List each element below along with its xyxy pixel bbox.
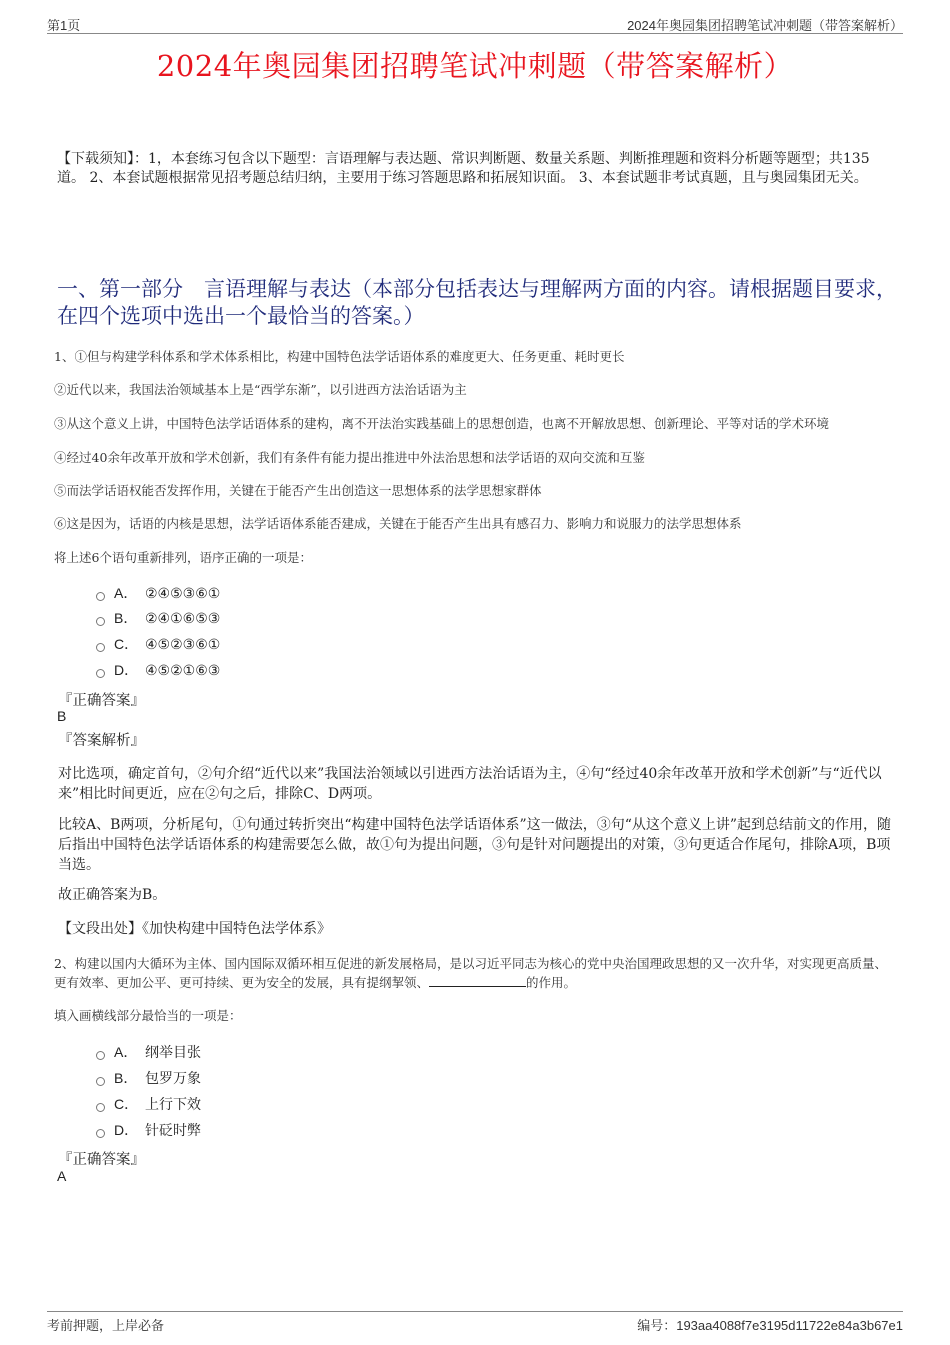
q1-analysis-paragraph-1: 对比选项，确定首句，②句介绍“近代以来”我国法治领域以引进西方法治话语为主，④句“经过40余年改革开放和学术创新”与“近代以来”相比时间更近，应在②句之后，排除C、D两项。 bbox=[58, 766, 882, 802]
q1-answer-label: 『正确答案』 bbox=[58, 693, 145, 709]
footer-doc-id: 编号：193aa4088f7e3195d11722e84a3b67e1 bbox=[637, 1318, 903, 1333]
q2-prompt: 填入画横线部分最恰当的一项是： bbox=[54, 1008, 242, 1023]
q2-option-c[interactable]: C． 上行下效 bbox=[96, 1094, 201, 1114]
q2-option-b[interactable]: B． 包罗万象 bbox=[96, 1068, 201, 1088]
radio-button-icon[interactable] bbox=[96, 1051, 105, 1060]
q2-option-d[interactable]: D． 针砭时弊 bbox=[96, 1120, 201, 1140]
header-doc-title: 2024年奥园集团招聘笔试冲刺题（带答案解析） bbox=[627, 18, 903, 33]
q1-source: 【文段出处】《加快构建中国特色法学体系》 bbox=[58, 921, 331, 937]
q1-sentence-2: ②近代以来，我国法治领域基本上是“西学东渐”，以引进西方法治话语为主 bbox=[54, 382, 467, 397]
q1-sentence-1: 1、①但与构建学科体系和学术体系相比，构建中国特色法学话语体系的难度更大、任务更重、耗时更长 bbox=[54, 349, 625, 364]
q1-analysis-label: 『答案解析』 bbox=[58, 733, 145, 749]
download-notice: 【下载须知】：1，本套练习包含以下题型：言语理解与表达题、常识判断题、数量关系题、判断推理题和资料分析题等题型；共135道。 2、本套试题根据常见招考题总结归纳，主要用于练习答题思路和拓展知识面。 3、本套试题非考试真题，且与奥园集团无关。 bbox=[57, 151, 870, 186]
radio-button-icon[interactable] bbox=[96, 1129, 105, 1138]
page-header bbox=[47, 15, 903, 34]
radio-button-icon[interactable] bbox=[96, 1103, 105, 1112]
answer-blank bbox=[429, 974, 526, 987]
radio-button-icon[interactable] bbox=[96, 617, 105, 626]
q1-sentence-4: ④经过40余年改革开放和学术创新，我们有条件有能力提出推进中外法治思想和法学话语的双向交流和互鉴 bbox=[54, 450, 645, 465]
q1-analysis-paragraph-2: 比较A、B两项，分析尾句，①句通过转折突出“构建中国特色法学话语体系”这一做法，③句“从这个意义上讲”起到总结前文的作用，随后指出中国特色法学话语体系的构建需要怎么做，故①句为提出问题，③句是针对问题提出的对策，③句更适合作尾句，排除A项，B项当选。 bbox=[58, 817, 892, 873]
q2-option-a[interactable]: A． 纲举目张 bbox=[96, 1042, 201, 1062]
radio-button-icon[interactable] bbox=[96, 592, 105, 601]
section-heading: 一、第一部分 言语理解与表达（本部分包括表达与理解两方面的内容。请根据题目要求，在四个选项中选出一个最恰当的答案。） bbox=[57, 277, 897, 328]
q2-answer: A bbox=[57, 1168, 67, 1184]
q2-answer-label: 『正确答案』 bbox=[58, 1152, 145, 1168]
page-footer bbox=[47, 1311, 903, 1333]
q1-option-b[interactable]: B． ②④①⑥⑤③ bbox=[96, 608, 220, 628]
document-title: 2024年奥园集团招聘笔试冲刺题（带答案解析） bbox=[156, 49, 794, 83]
q2-stem: 2、构建以国内大循环为主体、国内国际双循环相互促进的新发展格局，是以习近平同志为核心的党中央治国理政思想的又一次升华，对实现更高质量、更有效率、更加公平、更可持续、更为安全的发展，具有提纲挈领、 的作用。 bbox=[54, 956, 887, 990]
q1-answer: B bbox=[57, 708, 67, 724]
q1-option-d[interactable]: D． ④⑤②①⑥③ bbox=[96, 660, 220, 680]
radio-button-icon[interactable] bbox=[96, 643, 105, 652]
q1-sentence-5: ⑤而法学话语权能否发挥作用，关键在于能否产生出创造这一思想体系的法学思想家群体 bbox=[54, 483, 542, 498]
footer-slogan: 考前押题，上岸必备 bbox=[47, 1318, 165, 1333]
q1-sentence-3: ③从这个意义上讲，中国特色法学话语体系的建构，离不开法治实践基础上的思想创造，也离不开解放思想、创新理论、平等对话的学术环境 bbox=[54, 416, 830, 431]
q1-analysis-conclusion: 故正确答案为B。 bbox=[58, 887, 167, 903]
page-number: 第1页 bbox=[47, 18, 81, 33]
q1-option-a[interactable]: A． ②④⑤③⑥① bbox=[96, 583, 220, 603]
q1-sentence-6: ⑥这是因为，话语的内核是思想，法学话语体系能否建成，关键在于能否产生出具有感召力、影响力和说服力的法学思想体系 bbox=[54, 516, 742, 531]
q1-prompt: 将上述6个语句重新排列，语序正确的一项是： bbox=[54, 550, 312, 565]
radio-button-icon[interactable] bbox=[96, 669, 105, 678]
q1-option-c[interactable]: C． ④⑤②③⑥① bbox=[96, 634, 220, 654]
radio-button-icon[interactable] bbox=[96, 1077, 105, 1086]
